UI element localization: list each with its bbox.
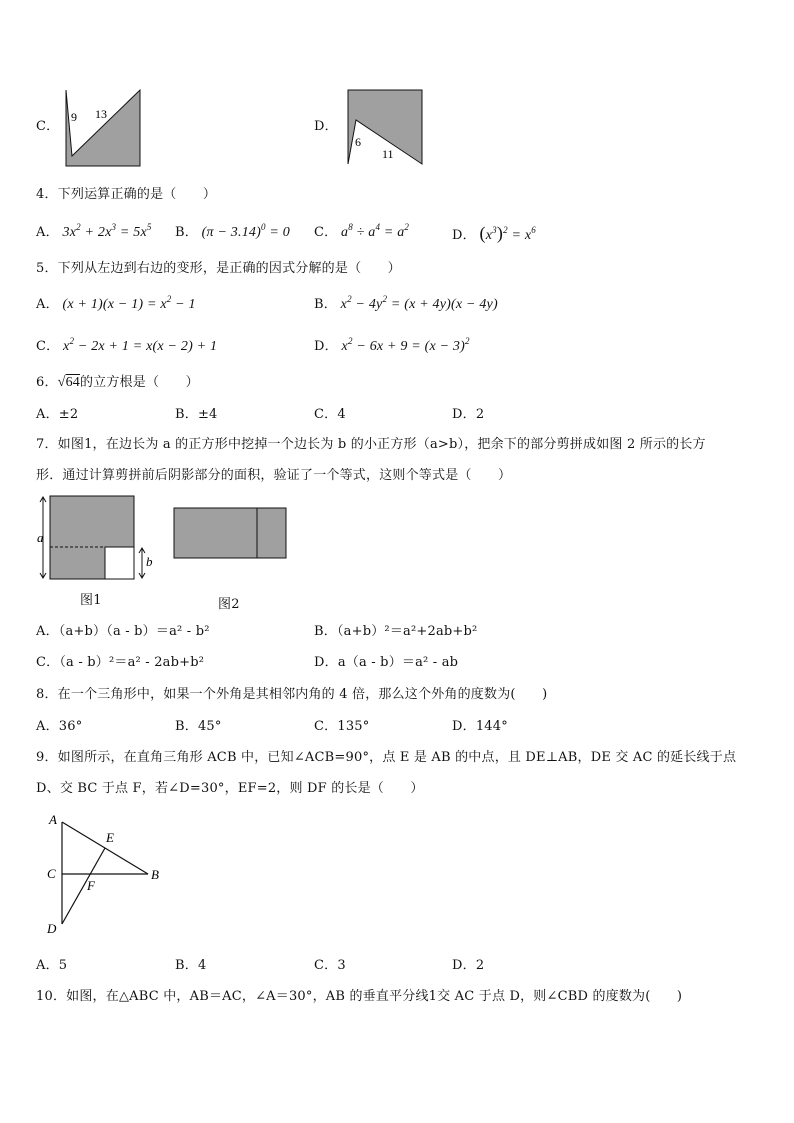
q6-option-d: D．2	[452, 407, 485, 422]
q5-b-expr: $x^2 - 4y^2 = (x + 4y)(x - 4y)$	[336, 294, 498, 312]
q6-option-b: B．±4	[175, 407, 218, 422]
q7-stem-line2: 形．通过计算剪拼前后阴影部分的面积，验证了一个等式，这则个等式是（ ）	[36, 468, 512, 483]
q9-label-e: E	[106, 830, 114, 845]
fig-d-label-6: 6	[355, 135, 361, 149]
q5-a-expr: $(x + 1)(x - 1) = x^2 - 1$	[58, 294, 196, 312]
q8-option-c: C．135°	[314, 719, 370, 734]
q8-stem: 8．在一个三角形中，如果一个外角是其相邻内角的 4 倍，那么这个外角的度数为( )	[36, 687, 548, 702]
q9-stem-line2: D、交 BC 于点 F，若∠D=30°，EF=2，则 DF 的长是（ ）	[36, 781, 424, 796]
q7-figure-2	[172, 506, 290, 560]
q4-option-d	[452, 224, 536, 245]
q9-label-d: D	[47, 921, 57, 936]
q5-c-label: C．	[36, 339, 60, 354]
q7-figure-1	[34, 494, 164, 586]
q9-label-f: F	[87, 878, 95, 893]
q9-option-c: C．3	[314, 958, 346, 973]
q6-stem	[36, 374, 199, 392]
q8-option-d: D．144°	[452, 719, 508, 734]
q4-option-a	[36, 224, 152, 242]
q9-stem-line1: 9．如图所示，在直角三角形 ACB 中，已知∠ACB=90°，点 E 是 AB 的中点，且 DE⊥AB，DE 交 AC 的延长线于点	[36, 750, 737, 765]
q7-option-c: C．（a - b）²＝a² - 2ab+b²	[36, 655, 205, 670]
fig-d-label-11: 11	[382, 147, 394, 161]
q7-option-d: D．a（a - b）＝a² - ab	[314, 655, 459, 670]
q5-c-expr: $x^2 - 2x + 1 = x(x - 2) + 1$	[59, 336, 218, 354]
sqrt-64: √64	[57, 375, 80, 390]
q4-b-label: B．	[175, 225, 198, 240]
q10-stem: 10．如图，在△ABC 中，AB＝AC，∠A＝30°，AB 的垂直平分线1交 AC 于点 D，则∠CBD 的度数为( )	[36, 989, 683, 1004]
q6-option-c: C．4	[314, 407, 346, 422]
q5-option-a	[36, 296, 196, 314]
q5-d-expr: $x^2 - 6x + 9 = (x - 3)^2$	[337, 336, 470, 354]
option-d-label: D．	[314, 119, 338, 134]
q9-triangle-figure	[40, 812, 170, 938]
q4-c-expr: $a^8 \div a^4 = a^2$	[337, 222, 410, 240]
q4-b-expr: $(\pi - 3.14)^0 = 0$	[197, 222, 290, 240]
q6-option-a: A．±2	[36, 407, 79, 422]
q4-c-label: C．	[314, 225, 338, 240]
option-c-label: C．	[36, 119, 60, 134]
q9-label-a: A	[49, 812, 57, 827]
fig1-label-b: b	[146, 554, 153, 569]
q4-d-expr: $(x^3)^2 = x^6$	[479, 223, 536, 243]
q5-a-label: A．	[36, 297, 59, 312]
fig-c-label-9: 9	[71, 110, 77, 124]
q7-stem-line1: 7．如图1，在边长为 a 的正方形中挖掉一个边长为 b 的小正方形（a>b），把余下的部分剪拼成如图 2 所示的长方	[36, 437, 706, 452]
q9-option-a: A．5	[36, 958, 68, 973]
q7-fig2-caption: 图2	[218, 597, 240, 612]
q4-stem: 4．下列运算正确的是（ ）	[36, 187, 217, 202]
q7-option-b: B．（a+b）²＝a²+2ab+b²	[314, 624, 478, 639]
q5-option-c	[36, 338, 217, 356]
q5-option-d	[314, 338, 470, 356]
q5-b-label: B．	[314, 297, 337, 312]
q5-d-label: D．	[314, 339, 338, 354]
figure-option-c	[60, 86, 150, 170]
q8-option-b: B．45°	[175, 719, 222, 734]
q4-a-expr: $3x^2 + 2x^3 = 5x^5$	[58, 222, 152, 240]
q9-option-b: B．4	[175, 958, 207, 973]
q5-option-b	[314, 296, 498, 314]
fig-c-label-13: 13	[95, 107, 107, 121]
q9-label-c: C	[47, 866, 56, 881]
figure-option-d	[344, 88, 426, 168]
q4-a-label: A．	[36, 225, 59, 240]
fig1-label-a: a	[37, 530, 44, 545]
q9-option-d: D．2	[452, 958, 485, 973]
q7-option-a: A．（a+b）（a - b）＝a² - b²	[36, 624, 210, 639]
q8-option-a: A．36°	[36, 719, 83, 734]
q6-stem-text: 的立方根是（ ）	[79, 375, 199, 390]
q5-stem: 5．下列从左边到右边的变形，是正确的因式分解的是（ ）	[36, 261, 401, 276]
q6-number: 6．	[36, 375, 58, 390]
q4-option-b	[175, 224, 290, 242]
q4-option-c	[314, 224, 409, 242]
q9-label-b: B	[151, 867, 159, 882]
q7-fig1-caption: 图1	[80, 593, 102, 608]
q4-d-label: D．	[452, 228, 476, 243]
